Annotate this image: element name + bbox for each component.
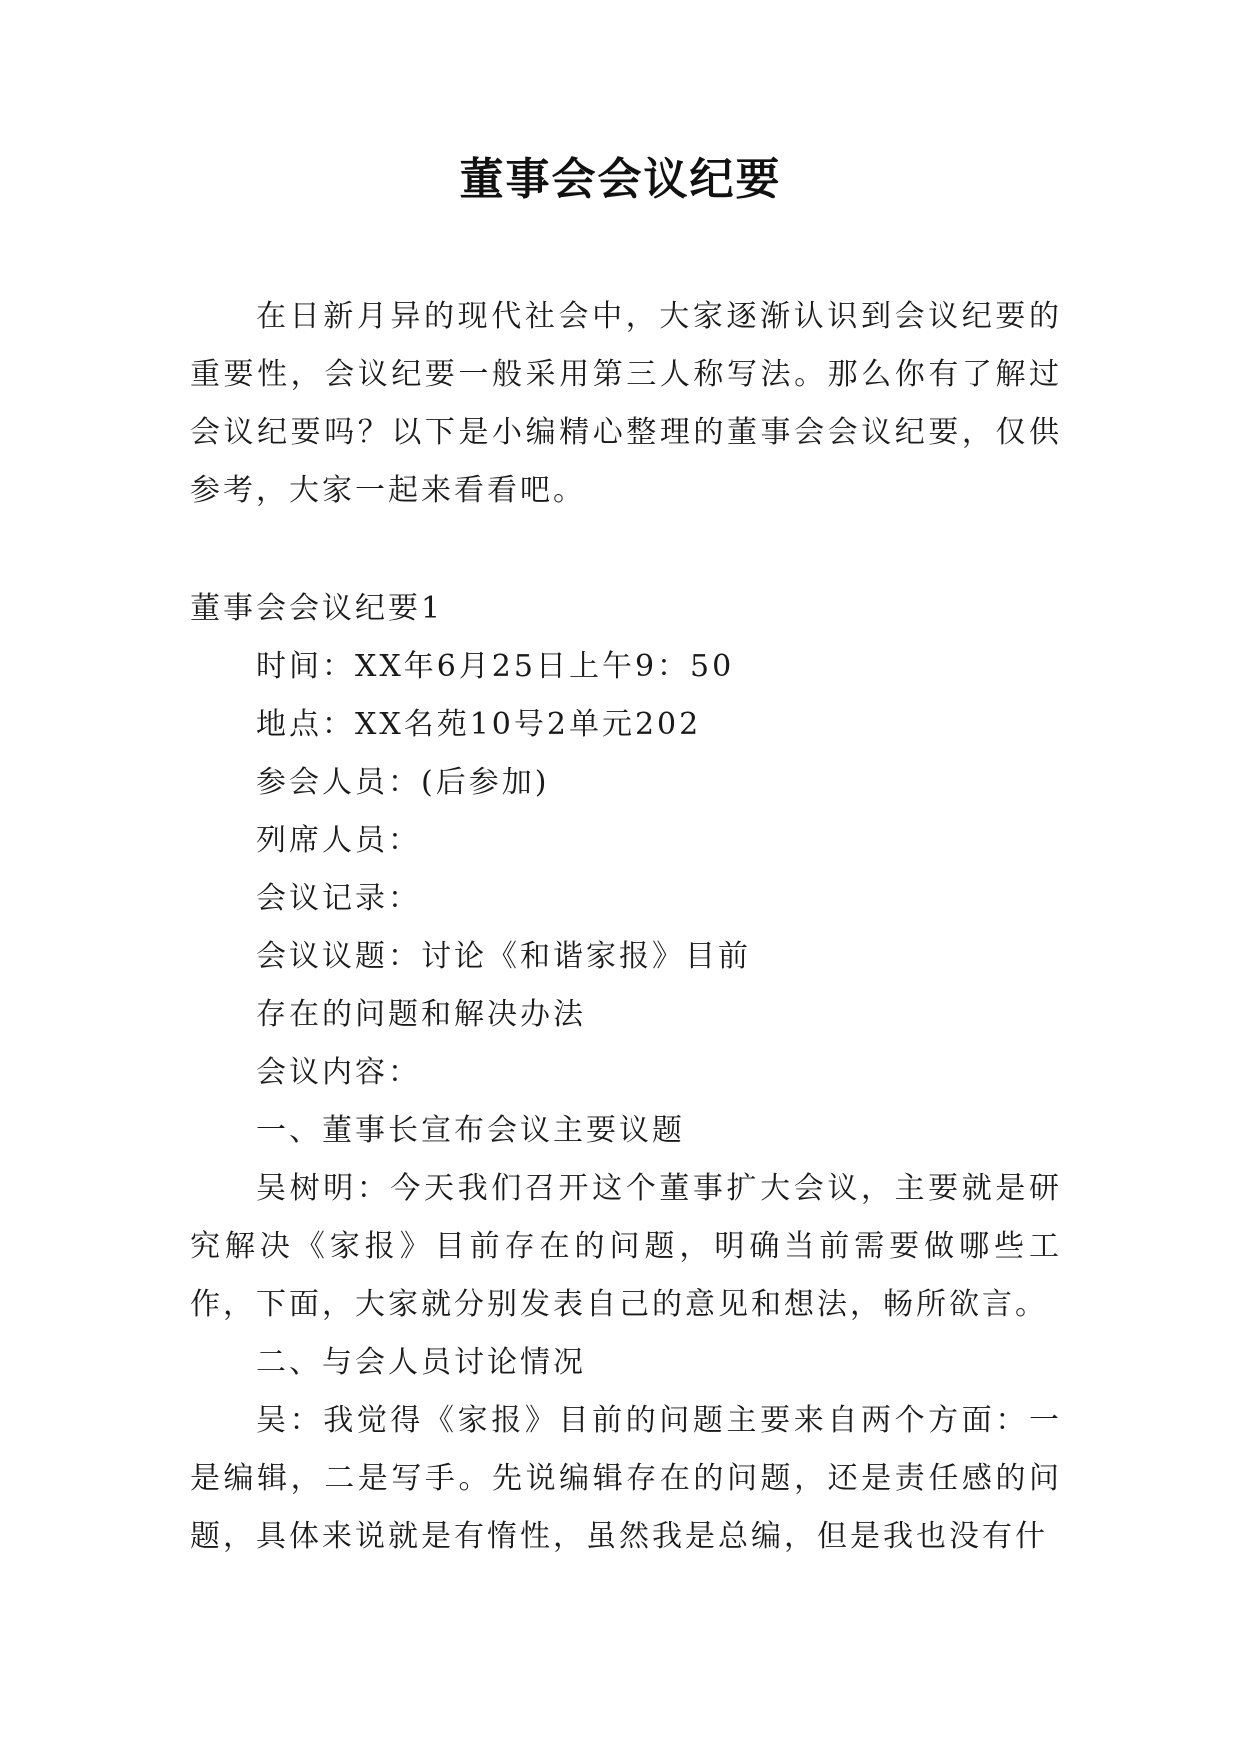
intro-paragraph: 在日新月异的现代社会中，大家逐渐认识到会议纪要的重要性，会议纪要一般采用第三人称写法。那么你有了解过会议纪要吗？以下是小编精心整理的董事会会议纪要，仅供参考，大家一起来看看吧。	[190, 299, 1062, 508]
meeting-location: 地点：XX名苑10号2单元202	[256, 707, 702, 742]
meeting-topic-line1: 会议议题：讨论《和谐家报》目前	[256, 939, 751, 974]
meeting-recorder: 会议记录：	[256, 881, 421, 916]
minutes-section	[190, 580, 1062, 1566]
item2-paragraph: 吴：我觉得《家报》目前的问题主要来自两个方面：一是编辑，二是写手。先说编辑存在的问题，还是责任感的问题，具体来说就是有惰性，虽然我是总编，但是我也没有什	[190, 1403, 1062, 1554]
nonvoting-attendees: 列席人员：	[256, 823, 421, 858]
item2-heading: 二、与会人员讨论情况	[256, 1345, 586, 1380]
meeting-topic-line2: 存在的问题和解决办法	[256, 997, 586, 1032]
meeting-attendees: 参会人员：(后参加)	[256, 765, 550, 800]
item1-heading: 一、董事长宣布会议主要议题	[256, 1113, 685, 1148]
meeting-content-label: 会议内容：	[256, 1055, 421, 1090]
item1-paragraph: 吴树明：今天我们召开这个董事扩大会议，主要就是研究解决《家报》目前存在的问题，明确当前需要做哪些工作，下面，大家就分别发表自己的意见和想法，畅所欲言。	[190, 1171, 1062, 1322]
meeting-time: 时间：XX年6月25日上午9：50	[256, 649, 735, 684]
section-heading: 董事会会议纪要1	[190, 591, 444, 626]
document-title: 董事会会议纪要	[459, 154, 782, 205]
intro-section	[190, 288, 1062, 520]
